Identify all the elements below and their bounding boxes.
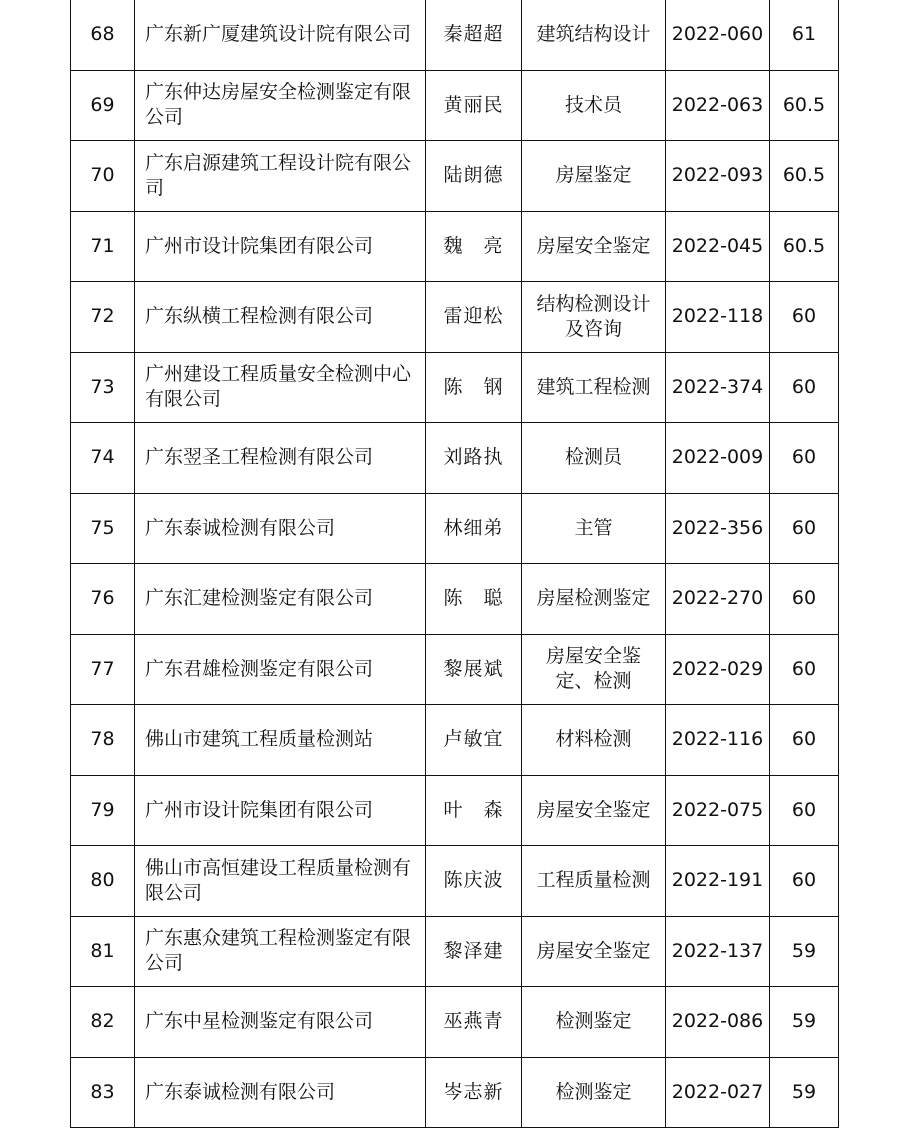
person-name-cell-text: 黎泽建 (443, 939, 504, 962)
position-cell (522, 493, 666, 564)
company-name-cell-text: 广东仲达房屋安全检测鉴定有限公司 (145, 81, 412, 129)
company-name-cell (135, 1057, 426, 1128)
certificate-number-cell (666, 141, 770, 212)
certificate-number-cell-text: 2022-063 (671, 93, 764, 116)
table-row (71, 493, 839, 564)
person-name-cell (426, 282, 522, 353)
score-cell (770, 352, 839, 423)
person-name-cell (426, 987, 522, 1058)
company-name-cell (135, 846, 426, 917)
row-number-cell-text: 76 (90, 587, 115, 610)
person-name-cell-text: 林细弟 (443, 516, 504, 539)
company-name-cell (135, 141, 426, 212)
certificate-number-cell-text: 2022-009 (671, 446, 764, 469)
table-row (71, 423, 839, 494)
company-name-cell-text: 广东翌圣工程检测有限公司 (145, 446, 374, 469)
position-cell (522, 775, 666, 846)
row-number-cell (71, 564, 135, 635)
position-cell-text: 房屋检测鉴定 (536, 587, 651, 610)
company-name-cell (135, 423, 426, 494)
position-cell (522, 141, 666, 212)
company-name-cell-text: 广州建设工程质量安全检测中心有限公司 (145, 363, 412, 411)
person-name-cell-text: 雷迎松 (443, 305, 504, 328)
company-name-cell (135, 0, 426, 70)
score-cell-text: 60 (791, 446, 817, 469)
row-number-cell (71, 775, 135, 846)
person-name-cell (426, 634, 522, 705)
certificate-number-cell-text: 2022-060 (671, 23, 764, 46)
row-number-cell-text: 73 (90, 375, 115, 398)
person-name-cell-text: 陈 钢 (443, 375, 504, 398)
position-cell (522, 423, 666, 494)
row-number-cell-text: 82 (90, 1010, 115, 1033)
table-row (71, 352, 839, 423)
table-row (71, 1057, 839, 1128)
row-number-cell (71, 0, 135, 70)
person-name-cell-text: 陈庆波 (443, 869, 504, 892)
score-cell-text: 61 (791, 23, 817, 46)
table-row (71, 705, 839, 776)
certificate-number-cell (666, 211, 770, 282)
row-number-cell-text: 69 (90, 93, 115, 116)
certificate-number-cell-text: 2022-027 (671, 1080, 764, 1103)
person-name-cell-text: 陆朗德 (443, 164, 504, 187)
position-cell (522, 987, 666, 1058)
score-cell-text: 60 (791, 587, 817, 610)
company-name-cell (135, 564, 426, 635)
score-cell (770, 916, 839, 987)
company-name-cell-text: 广东泰诚检测有限公司 (145, 1080, 336, 1103)
row-number-cell (71, 493, 135, 564)
position-cell (522, 1057, 666, 1128)
table-row (71, 211, 839, 282)
row-number-cell-text: 75 (90, 516, 115, 539)
certificate-number-cell-text: 2022-356 (671, 516, 764, 539)
person-name-cell-text: 刘路执 (443, 446, 504, 469)
score-cell-text: 60 (791, 375, 817, 398)
score-cell-text: 60 (791, 657, 817, 680)
certificate-number-cell (666, 423, 770, 494)
row-number-cell (71, 705, 135, 776)
person-name-cell (426, 70, 522, 141)
position-cell (522, 634, 666, 705)
score-cell (770, 987, 839, 1058)
position-cell-text: 房屋安全鉴定 (536, 798, 651, 821)
results-table (70, 0, 839, 1128)
position-cell-text: 房屋安全鉴定 (536, 234, 651, 257)
person-name-cell-text: 黄丽民 (443, 93, 504, 116)
table-row (71, 564, 839, 635)
row-number-cell (71, 70, 135, 141)
person-name-cell (426, 493, 522, 564)
certificate-number-cell (666, 634, 770, 705)
company-name-cell (135, 352, 426, 423)
person-name-cell (426, 423, 522, 494)
score-cell (770, 70, 839, 141)
company-name-cell (135, 634, 426, 705)
table-row (71, 987, 839, 1058)
results-table-body (71, 0, 839, 1128)
company-name-cell-text: 广东汇建检测鉴定有限公司 (145, 587, 374, 610)
row-number-cell (71, 352, 135, 423)
position-cell-text: 工程质量检测 (536, 869, 651, 892)
row-number-cell-text: 80 (90, 869, 115, 892)
certificate-number-cell (666, 705, 770, 776)
position-cell (522, 846, 666, 917)
row-number-cell (71, 282, 135, 353)
company-name-cell (135, 70, 426, 141)
score-cell-text: 59 (791, 939, 817, 962)
position-cell-text: 材料检测 (555, 728, 632, 751)
person-name-cell-text: 岑志新 (443, 1080, 504, 1103)
score-cell-text: 60.5 (782, 234, 826, 257)
position-cell (522, 0, 666, 70)
position-cell-text: 技术员 (564, 93, 622, 116)
position-cell-text: 房屋安全鉴定 (536, 939, 651, 962)
position-cell-text: 建筑工程检测 (536, 375, 651, 398)
score-cell (770, 775, 839, 846)
person-name-cell (426, 0, 522, 70)
score-cell (770, 634, 839, 705)
person-name-cell-text: 魏 亮 (443, 234, 504, 257)
company-name-cell (135, 775, 426, 846)
company-name-cell-text: 广东中星检测鉴定有限公司 (145, 1010, 374, 1033)
row-number-cell-text: 72 (90, 305, 115, 328)
score-cell (770, 0, 839, 70)
company-name-cell-text: 广州市设计院集团有限公司 (145, 798, 374, 821)
certificate-number-cell (666, 493, 770, 564)
row-number-cell-text: 79 (90, 798, 115, 821)
company-name-cell (135, 916, 426, 987)
position-cell (522, 564, 666, 635)
row-number-cell (71, 634, 135, 705)
row-number-cell (71, 846, 135, 917)
certificate-number-cell (666, 564, 770, 635)
certificate-number-cell-text: 2022-137 (671, 939, 764, 962)
score-cell (770, 141, 839, 212)
row-number-cell (71, 916, 135, 987)
score-cell-text: 60 (791, 516, 817, 539)
certificate-number-cell-text: 2022-045 (671, 234, 764, 257)
position-cell-text: 房屋安全鉴定、检测 (545, 645, 641, 693)
score-cell-text: 60.5 (782, 164, 826, 187)
certificate-number-cell (666, 282, 770, 353)
company-name-cell (135, 705, 426, 776)
company-name-cell-text: 广东惠众建筑工程检测鉴定有限公司 (145, 927, 412, 975)
score-cell-text: 60.5 (782, 93, 826, 116)
certificate-number-cell (666, 1057, 770, 1128)
table-row (71, 141, 839, 212)
table-row (71, 0, 839, 70)
position-cell-text: 主管 (574, 516, 613, 539)
certificate-number-cell (666, 775, 770, 846)
person-name-cell-text: 陈 聪 (443, 587, 504, 610)
score-cell (770, 211, 839, 282)
row-number-cell-text: 83 (90, 1080, 115, 1103)
row-number-cell (71, 423, 135, 494)
row-number-cell-text: 77 (90, 657, 115, 680)
certificate-number-cell-text: 2022-075 (671, 798, 764, 821)
position-cell (522, 70, 666, 141)
company-name-cell-text: 广东泰诚检测有限公司 (145, 516, 336, 539)
person-name-cell-text: 巫燕青 (443, 1010, 504, 1033)
certificate-number-cell (666, 70, 770, 141)
person-name-cell (426, 352, 522, 423)
table-row (71, 916, 839, 987)
person-name-cell (426, 211, 522, 282)
position-cell-text: 房屋鉴定 (555, 164, 632, 187)
company-name-cell-text: 广东启源建筑工程设计院有限公司 (145, 151, 412, 199)
position-cell (522, 282, 666, 353)
row-number-cell-text: 71 (90, 234, 115, 257)
company-name-cell-text: 广东君雄检测鉴定有限公司 (145, 657, 374, 680)
company-name-cell-text: 广州市设计院集团有限公司 (145, 234, 374, 257)
row-number-cell-text: 81 (90, 939, 115, 962)
certificate-number-cell-text: 2022-374 (671, 375, 764, 398)
position-cell-text: 结构检测设计及咨询 (536, 292, 651, 340)
certificate-number-cell-text: 2022-191 (671, 869, 764, 892)
person-name-cell-text: 卢敏宜 (443, 728, 504, 751)
table-row (71, 846, 839, 917)
person-name-cell-text: 黎展斌 (443, 657, 504, 680)
position-cell-text: 检测鉴定 (555, 1010, 632, 1033)
score-cell-text: 60 (791, 305, 817, 328)
score-cell (770, 493, 839, 564)
company-name-cell-text: 佛山市高恒建设工程质量检测有限公司 (145, 856, 412, 904)
person-name-cell (426, 564, 522, 635)
person-name-cell (426, 775, 522, 846)
company-name-cell-text: 佛山市建筑工程质量检测站 (145, 728, 374, 751)
score-cell-text: 60 (791, 869, 817, 892)
certificate-number-cell-text: 2022-270 (671, 587, 764, 610)
person-name-cell (426, 916, 522, 987)
certificate-number-cell-text: 2022-116 (671, 728, 764, 751)
person-name-cell (426, 705, 522, 776)
position-cell-text: 检测鉴定 (555, 1080, 632, 1103)
row-number-cell (71, 211, 135, 282)
company-name-cell (135, 211, 426, 282)
certificate-number-cell (666, 916, 770, 987)
row-number-cell-text: 68 (90, 23, 115, 46)
score-cell (770, 705, 839, 776)
row-number-cell (71, 141, 135, 212)
table-row (71, 634, 839, 705)
score-cell (770, 1057, 839, 1128)
company-name-cell-text: 广东纵横工程检测有限公司 (145, 305, 374, 328)
person-name-cell-text: 叶 森 (443, 798, 504, 821)
company-name-cell (135, 493, 426, 564)
table-row (71, 282, 839, 353)
certificate-number-cell-text: 2022-118 (671, 305, 764, 328)
score-cell-text: 60 (791, 798, 817, 821)
certificate-number-cell (666, 846, 770, 917)
person-name-cell (426, 1057, 522, 1128)
score-cell (770, 846, 839, 917)
score-cell (770, 282, 839, 353)
position-cell-text: 检测员 (564, 446, 622, 469)
company-name-cell (135, 282, 426, 353)
score-cell-text: 60 (791, 728, 817, 751)
row-number-cell-text: 78 (90, 728, 115, 751)
score-cell (770, 423, 839, 494)
person-name-cell-text: 秦超超 (443, 23, 504, 46)
table-row (71, 70, 839, 141)
position-cell-text: 建筑结构设计 (536, 23, 651, 46)
position-cell (522, 352, 666, 423)
row-number-cell-text: 70 (90, 164, 115, 187)
score-cell-text: 59 (791, 1080, 817, 1103)
company-name-cell (135, 987, 426, 1058)
certificate-number-cell (666, 352, 770, 423)
company-name-cell-text: 广东新广厦建筑设计院有限公司 (145, 23, 412, 46)
position-cell (522, 705, 666, 776)
row-number-cell (71, 987, 135, 1058)
position-cell (522, 211, 666, 282)
score-cell (770, 564, 839, 635)
certificate-number-cell-text: 2022-086 (671, 1010, 764, 1033)
certificate-number-cell-text: 2022-093 (671, 164, 764, 187)
certificate-number-cell (666, 987, 770, 1058)
person-name-cell (426, 141, 522, 212)
certificate-number-cell-text: 2022-029 (671, 657, 764, 680)
person-name-cell (426, 846, 522, 917)
certificate-number-cell (666, 0, 770, 70)
row-number-cell-text: 74 (90, 446, 115, 469)
table-row (71, 775, 839, 846)
position-cell (522, 916, 666, 987)
score-cell-text: 59 (791, 1010, 817, 1033)
row-number-cell (71, 1057, 135, 1128)
